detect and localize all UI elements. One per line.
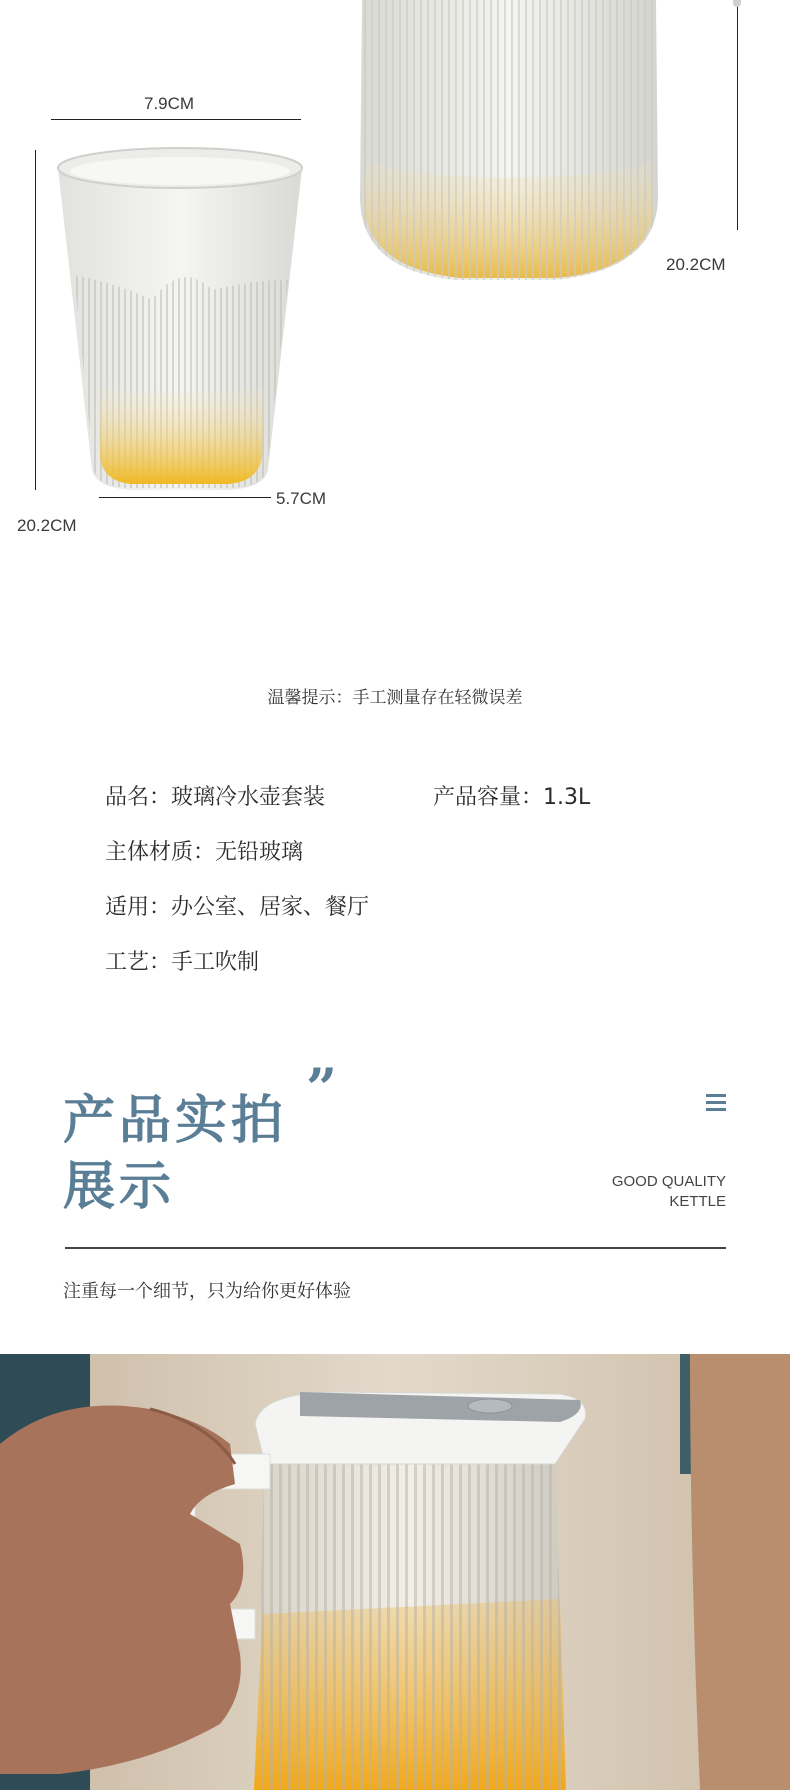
product-photo: [0, 1354, 790, 1790]
cup-height-line: [35, 150, 36, 490]
cup-width-bottom-line: [99, 497, 271, 498]
cup-width-top-line: [51, 119, 301, 120]
section-divider: [65, 1247, 726, 1249]
cup-width-top-label: 7.9CM: [144, 94, 195, 113]
menu-icon[interactable]: [706, 1092, 726, 1112]
section-title-line1: 产品实拍: [63, 1091, 288, 1151]
cup-height-label: 20.2CM: [17, 516, 77, 535]
cup-photo: [52, 140, 308, 495]
pitcher-height-label: 20.2CM: [666, 255, 726, 274]
spec-craft: 工艺：手工吹制: [105, 950, 260, 975]
spec-material: 主体材质：无铅玻璃: [105, 840, 304, 865]
english-tagline-line1: GOOD QUALITY: [611, 1173, 726, 1190]
spec-capacity: 产品容量：1.3L: [433, 785, 591, 810]
section-subtitle: 注重每一个细节，只为给你更好体验: [63, 1281, 351, 1302]
pitcher-height-line: [737, 0, 738, 230]
cup-width-bottom-label: 5.7CM: [276, 489, 327, 508]
pitcher-top-nub: [733, 0, 741, 7]
section-title: [63, 1088, 287, 1220]
english-tagline: [560, 1172, 726, 1212]
measurement-tip: 温馨提示：手工测量存在轻微误差: [267, 688, 523, 708]
pitcher-photo: [350, 0, 670, 290]
section-title-line2: 展示: [63, 1157, 176, 1217]
spec-name: 品名：玻璃冷水壶套装: [105, 785, 326, 810]
english-tagline-line2: KETTLE: [669, 1193, 726, 1210]
quote-mark: ”: [306, 1056, 338, 1120]
spec-usage: 适用：办公室、居家、餐厅: [105, 895, 370, 920]
